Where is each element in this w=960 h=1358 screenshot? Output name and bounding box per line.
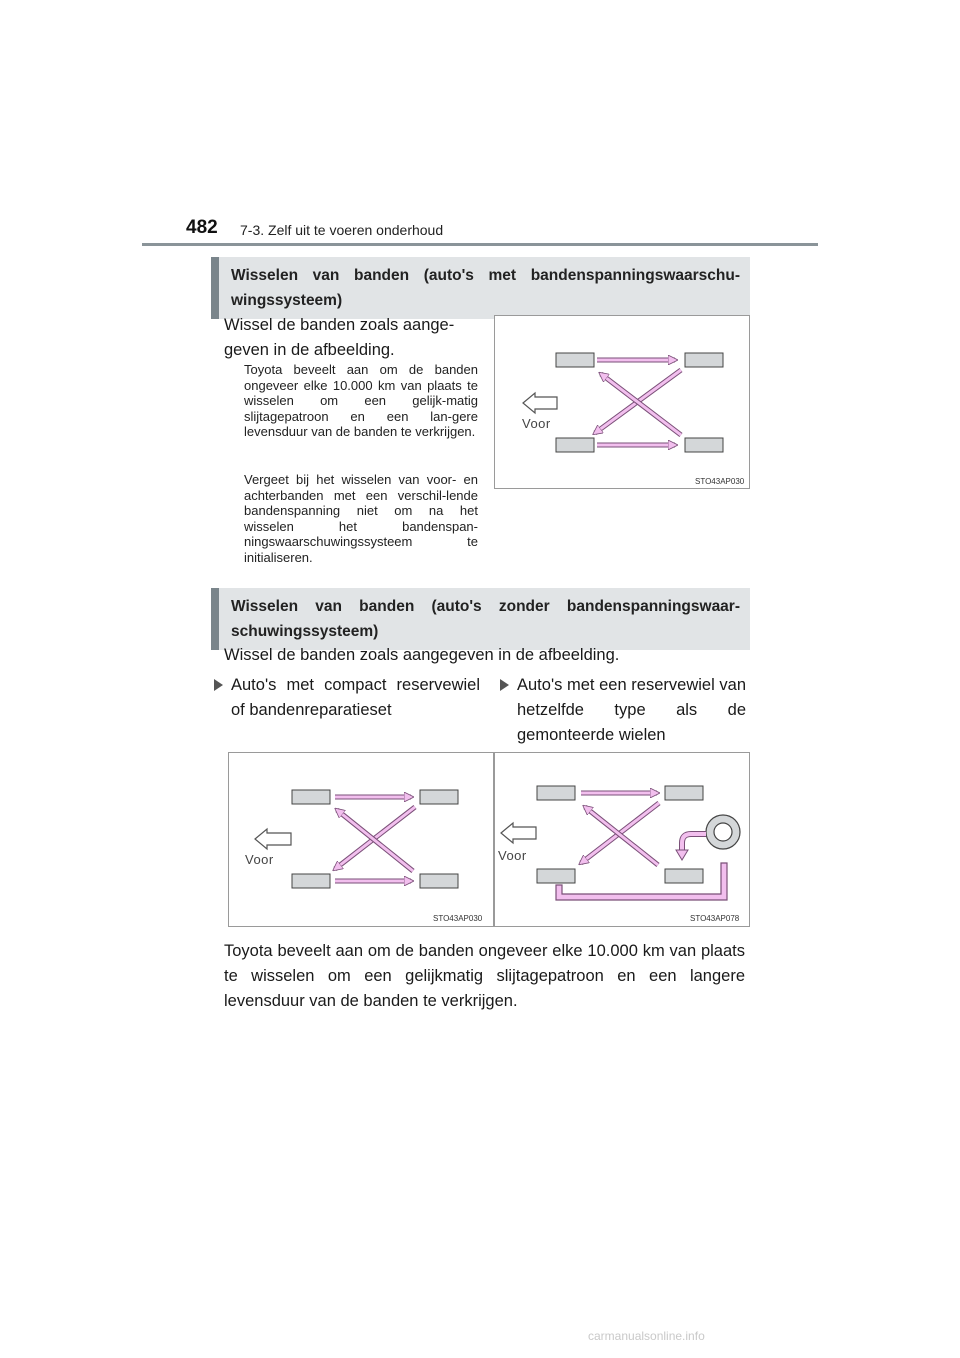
tire-rear-right xyxy=(420,874,458,888)
figure-rotation-tpms xyxy=(494,315,750,489)
section1-intro: Wissel de banden zoals aange-geven in de afbeelding. xyxy=(224,316,455,359)
section1-note-tpms: Vergeet bij het wisselen van voor- en achterbanden met een verschil-lende bandenspanning niet om na het wisselen het bandenspan-ningswaarschuwingssysteem te initialiseren. xyxy=(244,472,478,565)
tire-rear-right xyxy=(685,438,723,452)
spare-tire-hub xyxy=(714,823,732,841)
arrow-rear-right-to-front-left xyxy=(585,807,658,865)
tire-front-right xyxy=(665,786,703,800)
front-direction-arrow-icon xyxy=(501,823,536,843)
tire-front-right xyxy=(420,790,458,804)
arrow-head-icon xyxy=(676,850,688,860)
figure-rotation-compact-spare xyxy=(228,752,494,927)
chapter-title: 7-3. Zelf uit te voeren onderhoud xyxy=(240,222,444,238)
front-direction-arrow-icon xyxy=(523,393,557,413)
section-heading-without-tpms: Wisselen van banden (auto's zonder bandenspanningswaar-schuwingssysteem) xyxy=(211,588,750,650)
figure-rotation-full-spare xyxy=(494,752,750,927)
bullet-triangle-icon xyxy=(214,679,223,691)
front-direction-arrow-icon xyxy=(255,829,291,849)
bullet-text: Auto's met compact reservewiel of bandenreparatieset xyxy=(231,676,480,719)
figure-code: STO43AP078 xyxy=(690,914,740,923)
bullet-full-size-spare xyxy=(500,673,746,748)
figure-code: STO43AP030 xyxy=(433,914,483,923)
tire-rear-left xyxy=(292,874,330,888)
tire-front-left xyxy=(556,353,594,367)
watermark: carmanualsonline.info xyxy=(588,1329,705,1343)
tire-rear-left xyxy=(556,438,594,452)
section2-closing-note: Toyota beveelt aan om de banden ongeveer elke 10.000 km van plaats te wisselen om een gelijkmatig slijtagepatroon en een langere levensduur van de banden te verkrijgen. xyxy=(224,942,745,1010)
front-label: Voor xyxy=(245,852,274,867)
header-divider xyxy=(142,243,818,246)
section2-intro: Wissel de banden zoals aangegeven in de afbeelding. xyxy=(224,646,620,664)
figure-code: STO43AP030 xyxy=(695,477,745,486)
bullet-text: Auto's met een reservewiel van hetzelfde type als de gemonteerde wielen xyxy=(517,676,746,744)
front-label: Voor xyxy=(498,848,527,863)
tire-rear-right xyxy=(665,869,703,883)
section-heading-with-tpms: Wisselen van banden (auto's met bandenspanningswaarschu-wingssysteem) xyxy=(211,257,750,319)
tire-front-left xyxy=(292,790,330,804)
section1-note-rotation: Toyota beveelt aan om de banden ongeveer elke 10.000 km van plaats te wisselen om een gelijk-matig slijtagepatroon en een lan-gere levensduur van de banden te verkrijgen. xyxy=(244,362,478,439)
tire-rear-left xyxy=(537,869,575,883)
bullet-triangle-icon xyxy=(500,679,509,691)
bullet-compact-spare xyxy=(214,673,480,723)
tire-front-right xyxy=(685,353,723,367)
page-number: 482 xyxy=(186,217,218,238)
arrow-rear-right-to-front-left xyxy=(601,374,681,435)
front-label: Voor xyxy=(522,416,551,431)
tire-front-left xyxy=(537,786,575,800)
